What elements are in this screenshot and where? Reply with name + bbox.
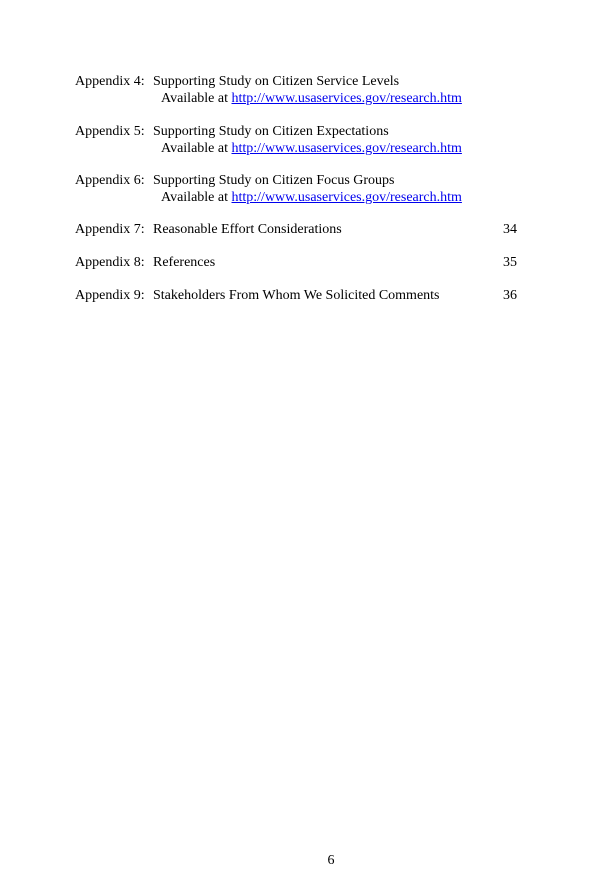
toc-entry-label: Appendix 4: [75,74,145,89]
toc-entry-label: Appendix 9: [75,288,145,303]
toc-entry-appendix-8 [75,254,520,271]
research-link[interactable]: http://www.usaservices.gov/research.htm [231,141,462,156]
available-at-text: Available at [161,141,232,156]
toc-entry-title: Reasonable Effort Considerations [153,222,342,237]
toc-entry-title: Stakeholders From Whom We Solicited Comments [153,288,440,303]
available-at-text: Available at [161,190,232,205]
available-at-text: Available at [161,91,232,106]
toc-entry-appendix-7 [75,221,520,238]
research-link[interactable]: http://www.usaservices.gov/research.htm [231,91,462,106]
toc-entry-page-number: 36 [503,288,517,303]
toc-entry-label: Appendix 5: [75,124,145,139]
toc-entry-label: Appendix 6: [75,173,145,188]
toc-entry-label: Appendix 7: [75,222,145,237]
page-number: 6 [327,853,335,868]
toc-entry-title: Supporting Study on Citizen Expectations [153,124,389,139]
toc-entry-appendix-6 [75,172,520,206]
toc-entry-title: References [153,255,216,270]
toc-entry-page-number: 35 [503,255,517,270]
toc-entry-label: Appendix 8: [75,255,145,270]
toc-entry-appendix-4 [75,73,520,107]
toc-entry-page-number: 34 [503,222,517,237]
toc-entry-title: Supporting Study on Citizen Focus Groups [153,173,395,188]
toc-entry-title: Supporting Study on Citizen Service Levels [153,74,400,89]
research-link[interactable]: http://www.usaservices.gov/research.htm [231,190,462,205]
toc-entry-appendix-9 [75,287,520,304]
toc-entry-appendix-5 [75,123,520,157]
